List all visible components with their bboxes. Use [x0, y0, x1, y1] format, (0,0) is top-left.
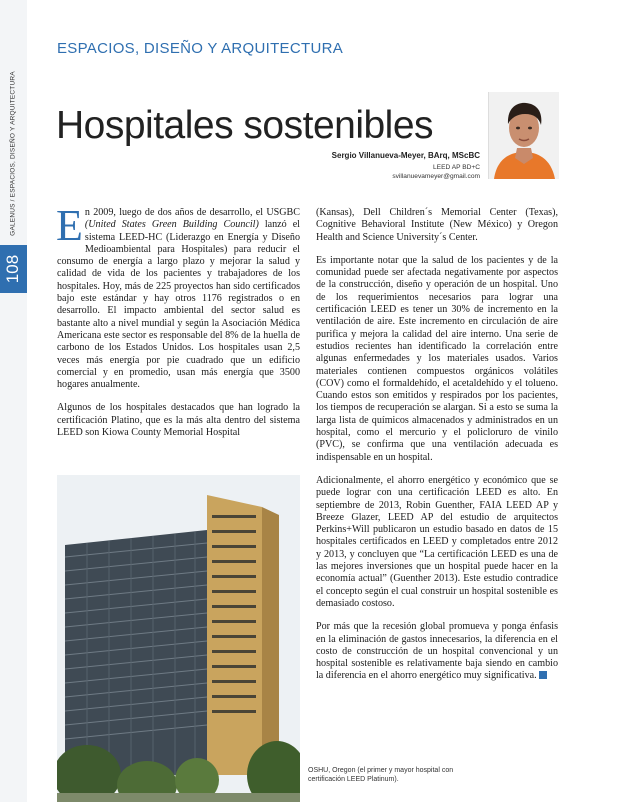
- end-of-article-icon: [539, 671, 547, 679]
- article-paragraph: Adicionalmente, el ahorro energético y económico que se puede lograr con una certificación LEED es alto. En septiembre de 2013, Robin Guenther, FAIA LEED AP y Breeze Glazer, LEED AP del estudio de arquitectos Perkins+Will publicaron un estudio basado en datos de 15 hospitales certificados en LEED y completados entre 2012 y 2013, y concluyen que “La certificación LEED es una de las mejores inversiones que un hospital puede hacer en la economía actual” (Guenther 2013). Este estudio contradice el concepto según el cual construir un hospital sostenible es demasiado costoso.: [316, 474, 558, 609]
- author-name: Sergio Villanueva-Meyer, BArq, MScBC: [331, 151, 480, 160]
- article-paragraph: (Kansas), Dell Children´s Memorial Center (Texas), Cognitive Behavioral Institute (New México) y Oregon Health and Science University´s Center.: [316, 207, 558, 243]
- article-column-right: [316, 207, 558, 694]
- building-illustration: [57, 475, 300, 802]
- article-paragraph: Es importante notar que la salud de los pacientes y de la comunidad puede ser afectada negativamente por aspectos de la construcción, diseño y operación de un hospital. Uno de los requerimientos necesarios para lograr una certificación LEED es tener un 30% de incremento en la ventilación de aire. Este incremento en circulación de aire purifica y mejora la calidad del aire interno. Una serie de estudios recientes han identificado la correlación entre algunas enfermedades y los materiales usados. Varios materiales contienen compuestos orgánicos volátiles (COV) como el formaldehído, el acetaldehído y el tolueno. Cuando estos son emitidos y respirados por los pacientes, los tiempos de recuperación se alargan. Si a esto se suma la larga lista de químicos almacenados y administrados en un hospital, como el mercurio y el policloruro de vinilo (PVC), se confirma que una ventilación adecuada es indispensable en un hospital.: [316, 254, 558, 463]
- sidebar: [0, 0, 27, 802]
- article-paragraph: Por más que la recesión global promueva y ponga énfasis en la eliminación de gastos innecesarios, la diferencia en el costo de construcción de un hospital convencional y un hospital sostenible es relativamente baja siendo en cambio la diferencia en el ahorro energético muy significativa.: [316, 621, 558, 682]
- figure-caption: OSHU, Oregon (el primer y mayor hospital con certificación LEED Platinum).: [308, 767, 454, 783]
- hospital-building-photo: [57, 475, 300, 802]
- author-credentials: LEED AP BD+C: [433, 164, 480, 171]
- article-paragraph: Algunos de los hospitales destacados que han logrado la certificación Platino, que es la más alta dentro del sistema LEED son Kiowa County Memorial Hospital: [57, 402, 300, 439]
- article-paragraph: En 2009, luego de dos años de desarrollo, el USGBC (United States Green Building Council) lanzó el sistema LEED-HC (Liderazgo en Energía y Diseño Medioambiental para Hospitales) para reducir el consumo de energía a largo plazo y mejorar la salud y calidad de vida de los pacientes y trabajadores de los hospitales. Hoy, más de 225 proyectos han sido certificados bajo este estándar y hay otros 1176 registrados o en desarrollo. El impacto ambiental del sector salud es bastante alto a nivel mundial y según la Asociación Médica Americana este sector es responsable del 8% de la huella de carbono de los Estados Unidos. Los hospitales usan 2,5 veces más energía por pie cuadrado que un edificio comercial y en promedio, usan más energía que 3500 hogares anualmente.: [56, 201, 300, 391]
- article-column-left: [56, 201, 300, 450]
- drop-cap: E: [56, 201, 83, 250]
- section-title: ESPACIOS, DISEÑO Y ARQUITECTURA: [57, 40, 344, 57]
- author-portrait-illustration: [489, 92, 559, 179]
- author-email[interactable]: svillanuevameyer@gmail.com: [392, 173, 480, 180]
- sidebar-section-label: GALENUS / ESPACIOS, DISEÑO Y ARQUITECTURA: [9, 71, 17, 236]
- page-number: 108: [3, 254, 23, 284]
- article-title: Hospitales sostenibles: [56, 104, 434, 148]
- author-photo: [488, 92, 559, 179]
- page-number-tab: [0, 245, 27, 293]
